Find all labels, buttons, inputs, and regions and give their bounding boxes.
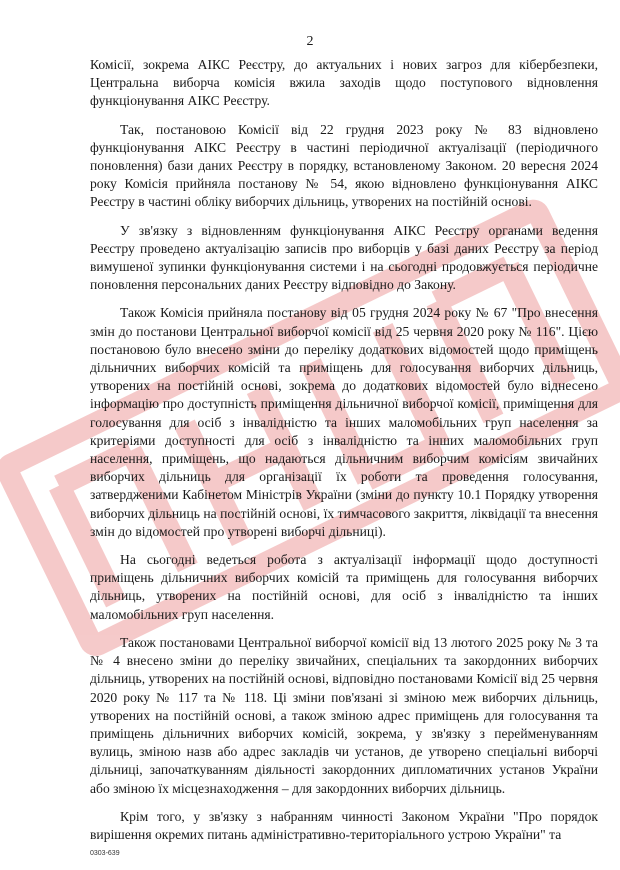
paragraph: Комісії, зокрема АІКС Реєстру, до актуальних і нових загроз для кібербезпеки, Центральна виборча комісія вжила заходів щодо поступового відновлення функціонування АІКС Реєстру.: [90, 57, 598, 109]
paragraph: Також Комісія прийняла постанову від 05 грудня 2024 року № 67 "Про внесення змін до постанови Центральної виборчої комісії від 25 червня 2020 року № 116". Цією постановою було внесено зміни до переліку додаткових відомостей щодо приміщень дільничних виборчих комісій та приміщень для голосування виборчих дільниць, утворених на постійній основі, зокрема до додаткових відомостей було віднесено інформацію про доступність приміщення дільничної виборчої комісії, приміщення для голосування для осіб з інвалідністю та інших маломобільних груп населення за критеріями доступності для осіб з інвалідністю та інших маломобільних груп населення, приміщень, що надаються дільничним виборчим комісіям звичайних виборчих дільниць для організації їх роботи та проведення голосування, затвердженими Кабінетом Міністрів України (зміни до пункту 10.1 Порядку утворення виборчих дільниць на постійній основі, їх тимчасового закриття, ліквідації та внесення змін до відомостей про утворені виборчі дільниці).: [90, 305, 598, 539]
paragraph: На сьогодні ведеться робота з актуалізації інформації щодо доступності приміщень дільничних виборчих комісій та приміщень для голосування виборчих дільниць, утворених на постійній основі, для осіб з інвалідністю та інших маломобільних груп населення.: [90, 552, 598, 622]
page-number: 2: [306, 34, 314, 49]
document-body: [90, 56, 598, 854]
paragraph: У зв'язку з відновленням функціонування АІКС Реєстру органами ведення Реєстру проведено актуалізацію записів про виборців у базі даних Реєстру за період вимушеної зупинки функціонування системи і на сьогодні продовжується періодичне поновлення персональних даних Реєстру відповідно до Закону.: [90, 222, 598, 293]
document-code: 0303-639: [90, 850, 120, 857]
paragraph: Також постановами Центральної виборчої комісії від 13 лютого 2025 року № 3 та № 4 внесено зміни до переліку звичайних, спеціальних та закордонних виборчих дільниць, утворених на постійній основі, відповідно постановами Комісії від 25 червня 2020 року № 117 та № 118. Ці зміни пов'язані зі зміною меж виборчих дільниць, утворених на постійній основі, а також зміною адрес приміщень для голосування та приміщень дільничних виборчих комісій, зокрема, у зв'язку з перейменуванням вулиць, зміною назв або адрес закладів чи установ, де утворено спеціальні виборчі дільниці, започаткуванням діяльності закордонних дипломатичних установ України або зміною їх місцезнаходження – для закордонних виборчих дільниць.: [90, 634, 598, 796]
paragraph: Крім того, у зв'язку з набранням чинності Законом України "Про порядок вирішення окремих питань адміністративно-територіального устрою України" та: [90, 808, 598, 842]
paragraph: Так, постановою Комісії від 22 грудня 2023 року № 83 відновлено функціонування АІКС Реєстру в частині періодичної актуалізації (періодичного поновлення) бази даних Реєстру в порядку, встановленому Законом. 20 вересня 2024 року Комісія прийняла постанову № 54, якою відновлено функціонування АІКС Реєстру в частині обліку виборчих дільниць, утворених на постійній основі.: [90, 121, 598, 210]
